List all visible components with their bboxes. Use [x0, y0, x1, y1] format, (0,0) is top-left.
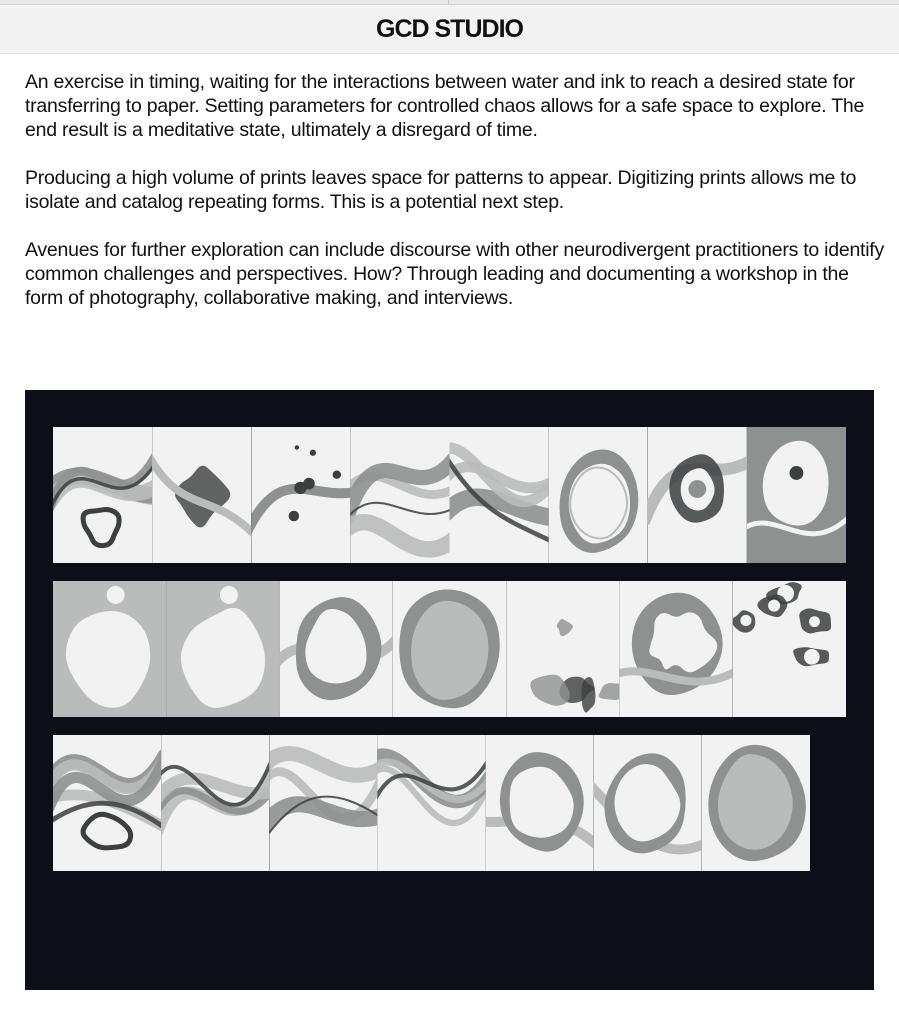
print-thumbnail-pool-ring: [482, 735, 598, 871]
print-thumbnail-marble-flow: [446, 427, 553, 563]
window-tab-seam: [448, 0, 449, 4]
print-thumbnail-starburst: [615, 581, 736, 717]
print-thumbnail-pool-ring: [590, 735, 706, 871]
print-thumbnail-large-pool: [393, 581, 506, 717]
print-thumbnail-marble-flow: [265, 735, 381, 871]
description-text: [25, 70, 885, 334]
paragraph-timing: An exercise in timing, waiting for the interactions between water and ink to reach a desired state for transferring to paper. Setting parameters for controlled chaos allows for a safe space to explore. The end result is a meditative state, ultimately a disregard of time.: [25, 71, 865, 141]
print-thumbnail-large-pool: [702, 735, 810, 871]
paragraph-avenues: Avenues for further exploration can include discourse with other neurodivergent practitioners to identify common challenges and perspectives. How? Through leading and documenting a workshop in the form of photography, collaborative making, and interviews.: [25, 239, 884, 309]
print-thumbnail-marble-flow: [373, 735, 489, 871]
print-thumbnail-concentric-ring: [549, 427, 648, 563]
print-thumbnail-ring-dot: [743, 427, 850, 563]
print-gallery: [25, 390, 874, 990]
print-thumbnail-marble-flow: [346, 427, 453, 563]
print-thumbnail-ink-blot: [148, 427, 255, 563]
print-thumbnail-pool-blob: [53, 581, 166, 717]
print-thumbnail-ink-drops: [247, 427, 354, 563]
print-thumbnail-pool-blob: [166, 581, 279, 717]
page-title: GCD STUDIO: [376, 14, 523, 43]
print-thumbnail-marble-flow: [157, 735, 273, 871]
print-thumbnail-splash: [506, 581, 627, 717]
print-thumbnail-eye-ring: [644, 427, 751, 563]
print-thumbnail-marble-swirl: [49, 427, 156, 563]
print-thumbnail-blot-cluster: [731, 581, 846, 717]
print-thumbnail-marble-swirl: [49, 735, 165, 871]
print-gallery-canvas: [25, 390, 874, 990]
print-thumbnail-pool-ring: [276, 581, 397, 717]
paragraph-patterns: Producing a high volume of prints leaves space for patterns to appear. Digitizing prints allows me to isolate and catalog repeating forms. This is a potential next step.: [25, 167, 857, 213]
page-header: [0, 5, 899, 54]
